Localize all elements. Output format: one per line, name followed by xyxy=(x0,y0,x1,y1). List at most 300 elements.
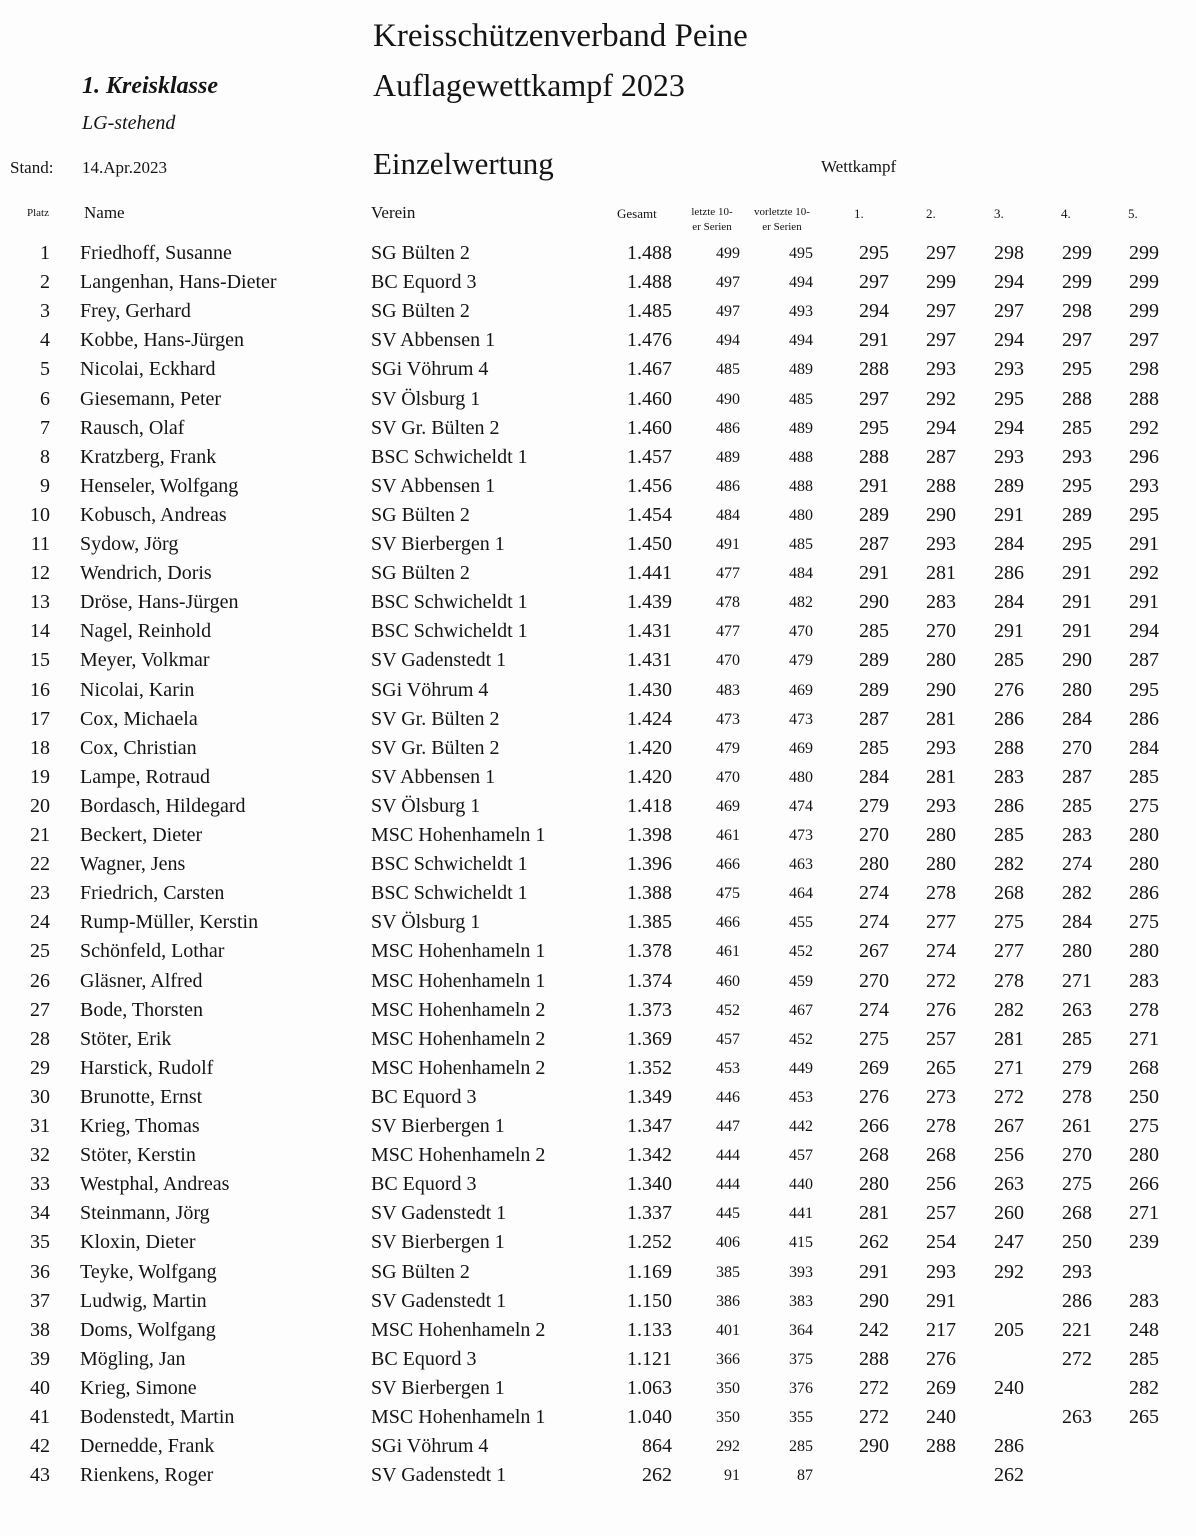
last-series-cell: 445 xyxy=(716,1205,740,1223)
club-cell: MSC Hohenhameln 1 xyxy=(371,824,546,846)
club-cell: BSC Schwicheldt 1 xyxy=(371,445,528,468)
total-cell: 864 xyxy=(642,1435,672,1458)
round-3-cell: 286 xyxy=(994,562,1024,585)
round-1-cell: 269 xyxy=(859,1056,889,1079)
round-3-cell: 278 xyxy=(994,969,1024,992)
name-cell: Mögling, Jan xyxy=(80,1347,186,1370)
round-4-cell: 284 xyxy=(1062,707,1092,730)
prev-series-cell: 469 xyxy=(789,681,813,699)
round-2-cell: 272 xyxy=(926,969,956,992)
round-1-cell: 289 xyxy=(859,649,889,672)
round-4-cell: 289 xyxy=(1062,503,1092,526)
round-2-cell: 291 xyxy=(926,1289,956,1312)
round-1-cell: 242 xyxy=(859,1318,889,1341)
organisation-title: Kreisschützenverband Peine xyxy=(373,18,748,54)
club-cell: SV Abbensen 1 xyxy=(371,329,496,352)
last-series-cell: 490 xyxy=(716,390,740,408)
round-1-cell: 291 xyxy=(859,1260,889,1283)
platz-cell: 42 xyxy=(30,1435,50,1458)
round-2-cell: 257 xyxy=(926,1027,956,1050)
round-1-cell: 270 xyxy=(859,969,889,992)
round-3-cell: 291 xyxy=(994,503,1024,526)
club-cell: SGi Vöhrum 4 xyxy=(371,358,489,381)
round-2-cell: 281 xyxy=(926,707,956,730)
round-2-cell: 281 xyxy=(926,765,956,788)
platz-cell: 21 xyxy=(30,824,50,846)
platz-cell: 9 xyxy=(40,474,50,497)
table-row xyxy=(0,649,1196,678)
name-cell: Rienkens, Roger xyxy=(80,1464,214,1487)
table-row xyxy=(0,679,1196,708)
name-cell: Nagel, Reinhold xyxy=(80,620,212,643)
round-3-cell: 283 xyxy=(994,765,1024,788)
round-3-cell: 267 xyxy=(994,1115,1024,1137)
table-row xyxy=(0,504,1196,533)
name-cell: Gläsner, Alfred xyxy=(80,969,203,992)
total-cell: 1.441 xyxy=(627,562,672,585)
round-1-cell: 287 xyxy=(859,707,889,730)
prev-series-cell: 480 xyxy=(789,768,813,786)
last-series-cell: 386 xyxy=(716,1292,740,1310)
platz-cell: 12 xyxy=(30,562,50,585)
club-cell: BC Equord 3 xyxy=(371,271,477,294)
club-cell: BSC Schwicheldt 1 xyxy=(371,591,528,614)
name-cell: Lampe, Rotraud xyxy=(80,765,210,788)
total-cell: 1.431 xyxy=(627,620,672,643)
club-cell: MSC Hohenhameln 2 xyxy=(371,998,546,1021)
club-cell: SGi Vöhrum 4 xyxy=(371,1435,489,1458)
club-cell: BC Equord 3 xyxy=(371,1085,477,1108)
platz-cell: 36 xyxy=(30,1260,50,1283)
round-3-cell: 260 xyxy=(994,1202,1024,1225)
last-series-cell: 452 xyxy=(716,1001,740,1019)
club-cell: MSC Hohenhameln 2 xyxy=(371,1318,546,1341)
round-5-cell: 278 xyxy=(1129,998,1159,1021)
prev-series-cell: 455 xyxy=(789,914,813,932)
round-3-cell: 293 xyxy=(994,358,1024,381)
round-2-cell: 257 xyxy=(926,1202,956,1225)
round-1-cell: 267 xyxy=(859,940,889,963)
last-series-cell: 479 xyxy=(716,739,740,757)
last-series-cell: 385 xyxy=(716,1263,740,1281)
table-row xyxy=(0,1028,1196,1057)
last-series-cell: 497 xyxy=(716,303,740,321)
platz-cell: 7 xyxy=(40,416,50,439)
round-2-cell: 297 xyxy=(926,329,956,352)
round-4-cell: 293 xyxy=(1062,1260,1092,1283)
round-5-cell: 297 xyxy=(1129,329,1159,352)
round-5-cell: 283 xyxy=(1129,969,1159,992)
last-series-cell: 350 xyxy=(716,1409,740,1426)
round-4-cell: 288 xyxy=(1062,387,1092,410)
platz-cell: 29 xyxy=(30,1056,50,1079)
prev-series-cell: 449 xyxy=(789,1059,813,1077)
platz-cell: 20 xyxy=(30,794,50,817)
round-1-cell: 289 xyxy=(859,503,889,526)
round-2-cell: 254 xyxy=(926,1231,956,1254)
round-2-cell: 278 xyxy=(926,1115,956,1137)
prev-series-cell: 364 xyxy=(789,1321,813,1339)
round-3-cell: 268 xyxy=(994,882,1024,905)
platz-cell: 33 xyxy=(30,1173,50,1196)
round-5-cell: 271 xyxy=(1129,1027,1159,1050)
prev-series-cell: 467 xyxy=(789,1001,813,1019)
round-3-cell: 240 xyxy=(994,1376,1024,1399)
club-cell: BSC Schwicheldt 1 xyxy=(371,620,528,643)
round-5-cell: 275 xyxy=(1129,1115,1159,1137)
total-cell: 1.439 xyxy=(627,591,672,614)
col-vorletzte-line2: er Serien xyxy=(762,221,802,233)
platz-cell: 40 xyxy=(30,1376,50,1399)
round-2-cell: 293 xyxy=(926,533,956,555)
round-2-cell: 297 xyxy=(926,242,956,264)
round-4-cell: 279 xyxy=(1062,1056,1092,1079)
round-1-cell: 275 xyxy=(859,1027,889,1050)
last-series-cell: 469 xyxy=(716,797,740,815)
last-series-cell: 470 xyxy=(716,768,740,786)
table-row xyxy=(0,329,1196,358)
club-cell: SG Bülten 2 xyxy=(371,300,470,323)
round-4-cell: 295 xyxy=(1062,474,1092,497)
club-cell: SG Bülten 2 xyxy=(371,562,470,585)
round-3-cell: 298 xyxy=(994,242,1024,264)
round-2-cell: 276 xyxy=(926,1347,956,1370)
round-1-cell: 289 xyxy=(859,678,889,701)
platz-cell: 1 xyxy=(40,242,50,264)
table-row xyxy=(0,970,1196,999)
name-cell: Kobusch, Andreas xyxy=(80,503,227,526)
name-cell: Nicolai, Karin xyxy=(80,678,195,701)
table-row xyxy=(0,911,1196,940)
round-2-cell: 297 xyxy=(926,300,956,323)
platz-cell: 41 xyxy=(30,1406,50,1428)
round-3-cell: 284 xyxy=(994,533,1024,555)
name-cell: Schönfeld, Lothar xyxy=(80,940,225,963)
round-5-cell: 266 xyxy=(1129,1173,1159,1196)
club-cell: SV Bierbergen 1 xyxy=(371,1376,505,1399)
club-cell: SV Gadenstedt 1 xyxy=(371,649,507,672)
col-platz: Platz xyxy=(27,207,49,219)
club-cell: SV Gr. Bülten 2 xyxy=(371,736,500,759)
round-2-cell: 299 xyxy=(926,271,956,294)
total-cell: 1.352 xyxy=(627,1056,672,1079)
round-3-cell: 288 xyxy=(994,736,1024,759)
round-2-cell: 293 xyxy=(926,794,956,817)
total-cell: 1.476 xyxy=(627,329,672,352)
round-3-cell: 281 xyxy=(994,1027,1024,1050)
round-3-cell: 294 xyxy=(994,271,1024,294)
round-3-cell: 275 xyxy=(994,911,1024,934)
class-title: 1. Kreisklasse xyxy=(82,73,219,99)
round-5-cell: 250 xyxy=(1129,1085,1159,1108)
round-2-cell: 290 xyxy=(926,678,956,701)
total-cell: 1.424 xyxy=(627,707,672,730)
table-row xyxy=(0,1086,1196,1115)
col-w1: 1. xyxy=(854,206,864,221)
platz-cell: 28 xyxy=(30,1027,50,1050)
platz-cell: 18 xyxy=(30,736,50,759)
table-row xyxy=(0,1290,1196,1319)
total-cell: 1.460 xyxy=(627,387,672,410)
prev-series-cell: 494 xyxy=(789,274,813,292)
club-cell: MSC Hohenhameln 1 xyxy=(371,940,546,963)
club-cell: BSC Schwicheldt 1 xyxy=(371,882,528,905)
table-row xyxy=(0,1435,1196,1464)
last-series-cell: 477 xyxy=(716,623,740,641)
round-2-cell: 217 xyxy=(926,1318,956,1341)
round-2-cell: 283 xyxy=(926,591,956,614)
table-row xyxy=(0,1231,1196,1260)
round-1-cell: 285 xyxy=(859,620,889,643)
round-4-cell: 297 xyxy=(1062,329,1092,352)
round-4-cell: 291 xyxy=(1062,562,1092,585)
name-cell: Bordasch, Hildegard xyxy=(80,794,246,817)
platz-cell: 13 xyxy=(30,591,50,614)
table-row xyxy=(0,795,1196,824)
round-4-cell: 221 xyxy=(1062,1318,1092,1341)
last-series-cell: 447 xyxy=(716,1118,740,1135)
platz-cell: 37 xyxy=(30,1289,50,1312)
platz-cell: 17 xyxy=(30,707,50,730)
round-1-cell: 268 xyxy=(859,1144,889,1167)
round-3-cell: 297 xyxy=(994,300,1024,323)
round-5-cell: 299 xyxy=(1129,242,1159,264)
table-row xyxy=(0,737,1196,766)
round-3-cell: 289 xyxy=(994,474,1024,497)
round-4-cell: 268 xyxy=(1062,1202,1092,1225)
name-cell: Wagner, Jens xyxy=(80,853,186,876)
prev-series-cell: 482 xyxy=(789,594,813,612)
prev-series-cell: 376 xyxy=(789,1379,813,1397)
table-row xyxy=(0,242,1196,271)
name-cell: Rump-Müller, Kerstin xyxy=(80,911,259,934)
table-row xyxy=(0,1057,1196,1086)
platz-cell: 23 xyxy=(30,882,50,905)
total-cell: 1.169 xyxy=(627,1260,672,1283)
round-2-cell: 292 xyxy=(926,387,956,410)
total-cell: 262 xyxy=(642,1464,672,1487)
prev-series-cell: 480 xyxy=(789,506,813,524)
name-cell: Friedrich, Carsten xyxy=(80,882,225,905)
total-cell: 1.373 xyxy=(627,998,672,1021)
last-series-cell: 292 xyxy=(716,1438,740,1456)
prev-series-cell: 452 xyxy=(789,943,813,961)
round-1-cell: 297 xyxy=(859,271,889,294)
platz-cell: 8 xyxy=(40,445,50,468)
round-4-cell: 274 xyxy=(1062,853,1092,876)
round-4-cell: 280 xyxy=(1062,678,1092,701)
platz-cell: 26 xyxy=(30,969,50,992)
round-5-cell: 293 xyxy=(1129,474,1159,497)
name-cell: Krieg, Thomas xyxy=(80,1115,200,1137)
table-row xyxy=(0,766,1196,795)
club-cell: MSC Hohenhameln 1 xyxy=(371,969,546,992)
table-row xyxy=(0,475,1196,504)
platz-cell: 6 xyxy=(40,387,50,410)
name-cell: Ludwig, Martin xyxy=(80,1289,207,1312)
prev-series-cell: 355 xyxy=(789,1409,813,1426)
table-row xyxy=(0,300,1196,329)
round-5-cell: 280 xyxy=(1129,824,1159,846)
round-4-cell: 271 xyxy=(1062,969,1092,992)
table-row xyxy=(0,1377,1196,1406)
round-3-cell: 285 xyxy=(994,649,1024,672)
table-row xyxy=(0,853,1196,882)
round-5-cell: 296 xyxy=(1129,445,1159,468)
total-cell: 1.430 xyxy=(627,678,672,701)
prev-series-cell: 474 xyxy=(789,797,813,815)
round-2-cell: 280 xyxy=(926,649,956,672)
round-4-cell: 270 xyxy=(1062,1144,1092,1167)
prev-series-cell: 470 xyxy=(789,623,813,641)
table-row xyxy=(0,1261,1196,1290)
round-4-cell: 295 xyxy=(1062,533,1092,555)
total-cell: 1.460 xyxy=(627,416,672,439)
club-cell: SG Bülten 2 xyxy=(371,242,470,264)
round-1-cell: 272 xyxy=(859,1406,889,1428)
round-3-cell: 205 xyxy=(994,1318,1024,1341)
last-series-cell: 486 xyxy=(716,419,740,437)
col-w5: 5. xyxy=(1128,206,1138,221)
name-cell: Kobbe, Hans-Jürgen xyxy=(80,329,245,352)
table-row xyxy=(0,1464,1196,1493)
round-2-cell: 273 xyxy=(926,1085,956,1108)
last-series-cell: 477 xyxy=(716,565,740,583)
prev-series-cell: 464 xyxy=(789,885,813,903)
name-cell: Wendrich, Doris xyxy=(80,562,212,585)
col-verein: Verein xyxy=(371,203,416,222)
prev-series-cell: 457 xyxy=(789,1147,813,1165)
round-5-cell: 280 xyxy=(1129,940,1159,963)
round-3-cell: 285 xyxy=(994,824,1024,846)
prev-series-cell: 393 xyxy=(789,1263,813,1281)
platz-cell: 27 xyxy=(30,998,50,1021)
round-2-cell: 294 xyxy=(926,416,956,439)
table-row xyxy=(0,1348,1196,1377)
round-1-cell: 295 xyxy=(859,242,889,264)
platz-cell: 19 xyxy=(30,765,50,788)
name-cell: Frey, Gerhard xyxy=(80,300,191,323)
round-1-cell: 284 xyxy=(859,765,889,788)
name-cell: Beckert, Dieter xyxy=(80,824,203,846)
table-row xyxy=(0,708,1196,737)
last-series-cell: 406 xyxy=(716,1234,740,1252)
total-cell: 1.396 xyxy=(627,853,672,876)
round-4-cell: 261 xyxy=(1062,1115,1092,1137)
round-5-cell: 294 xyxy=(1129,620,1159,643)
col-letzte xyxy=(679,205,745,235)
last-series-cell: 485 xyxy=(716,361,740,379)
total-cell: 1.374 xyxy=(627,969,672,992)
round-1-cell: 295 xyxy=(859,416,889,439)
last-series-cell: 366 xyxy=(716,1350,740,1368)
ranking-title: Einzelwertung xyxy=(373,146,554,181)
round-3-cell: 271 xyxy=(994,1056,1024,1079)
last-series-cell: 475 xyxy=(716,885,740,903)
name-cell: Rausch, Olaf xyxy=(80,416,185,439)
round-1-cell: 266 xyxy=(859,1115,889,1137)
round-5-cell: 287 xyxy=(1129,649,1159,672)
round-2-cell: 256 xyxy=(926,1173,956,1196)
total-cell: 1.420 xyxy=(627,736,672,759)
platz-cell: 2 xyxy=(40,271,50,294)
club-cell: SV Ölsburg 1 xyxy=(371,387,481,410)
round-1-cell: 281 xyxy=(859,1202,889,1225)
round-1-cell: 288 xyxy=(859,358,889,381)
round-5-cell: 299 xyxy=(1129,300,1159,323)
name-cell: Giesemann, Peter xyxy=(80,387,222,410)
prev-series-cell: 485 xyxy=(789,536,813,553)
competition-rounds-label: Wettkampf xyxy=(821,157,897,176)
club-cell: BC Equord 3 xyxy=(371,1173,477,1196)
total-cell: 1.340 xyxy=(627,1173,672,1196)
last-series-cell: 446 xyxy=(716,1088,740,1106)
round-5-cell: 292 xyxy=(1129,416,1159,439)
last-series-cell: 494 xyxy=(716,332,740,350)
last-series-cell: 461 xyxy=(716,943,740,961)
table-row xyxy=(0,358,1196,387)
table-row xyxy=(0,271,1196,300)
round-4-cell: 291 xyxy=(1062,620,1092,643)
round-1-cell: 272 xyxy=(859,1376,889,1399)
round-2-cell: 278 xyxy=(926,882,956,905)
round-5-cell: 268 xyxy=(1129,1056,1159,1079)
platz-cell: 5 xyxy=(40,358,50,381)
table-row xyxy=(0,533,1196,562)
round-5-cell: 280 xyxy=(1129,853,1159,876)
club-cell: SV Bierbergen 1 xyxy=(371,1115,505,1137)
round-5-cell: 275 xyxy=(1129,794,1159,817)
platz-cell: 10 xyxy=(30,503,50,526)
club-cell: BC Equord 3 xyxy=(371,1347,477,1370)
round-4-cell: 293 xyxy=(1062,445,1092,468)
total-cell: 1.467 xyxy=(627,358,672,381)
last-series-cell: 466 xyxy=(716,914,740,932)
name-cell: Cox, Christian xyxy=(80,736,197,759)
round-2-cell: 265 xyxy=(926,1056,956,1079)
round-5-cell: 299 xyxy=(1129,271,1159,294)
total-cell: 1.431 xyxy=(627,649,672,672)
prev-series-cell: 459 xyxy=(789,972,813,990)
name-cell: Langenhan, Hans-Dieter xyxy=(80,271,277,294)
club-cell: MSC Hohenhameln 2 xyxy=(371,1027,546,1050)
prev-series-cell: 285 xyxy=(789,1438,813,1456)
total-cell: 1.063 xyxy=(627,1376,672,1399)
platz-cell: 32 xyxy=(30,1144,50,1167)
round-4-cell: 299 xyxy=(1062,271,1092,294)
total-cell: 1.488 xyxy=(627,242,672,264)
name-cell: Bode, Thorsten xyxy=(80,998,203,1021)
total-cell: 1.347 xyxy=(627,1115,672,1137)
round-5-cell: 295 xyxy=(1129,503,1159,526)
club-cell: MSC Hohenhameln 2 xyxy=(371,1056,546,1079)
club-cell: SV Ölsburg 1 xyxy=(371,911,481,934)
round-5-cell: 275 xyxy=(1129,911,1159,934)
round-4-cell: 298 xyxy=(1062,300,1092,323)
round-3-cell: 277 xyxy=(994,940,1024,963)
total-cell: 1.349 xyxy=(627,1085,672,1108)
last-series-cell: 478 xyxy=(716,594,740,612)
col-w2: 2. xyxy=(926,206,936,221)
total-cell: 1.133 xyxy=(627,1318,672,1341)
round-1-cell: 290 xyxy=(859,1435,889,1458)
round-2-cell: 269 xyxy=(926,1376,956,1399)
round-5-cell: 239 xyxy=(1129,1231,1159,1254)
round-4-cell: 275 xyxy=(1062,1173,1092,1196)
round-5-cell: 280 xyxy=(1129,1144,1159,1167)
round-4-cell: 285 xyxy=(1062,794,1092,817)
platz-cell: 25 xyxy=(30,940,50,963)
